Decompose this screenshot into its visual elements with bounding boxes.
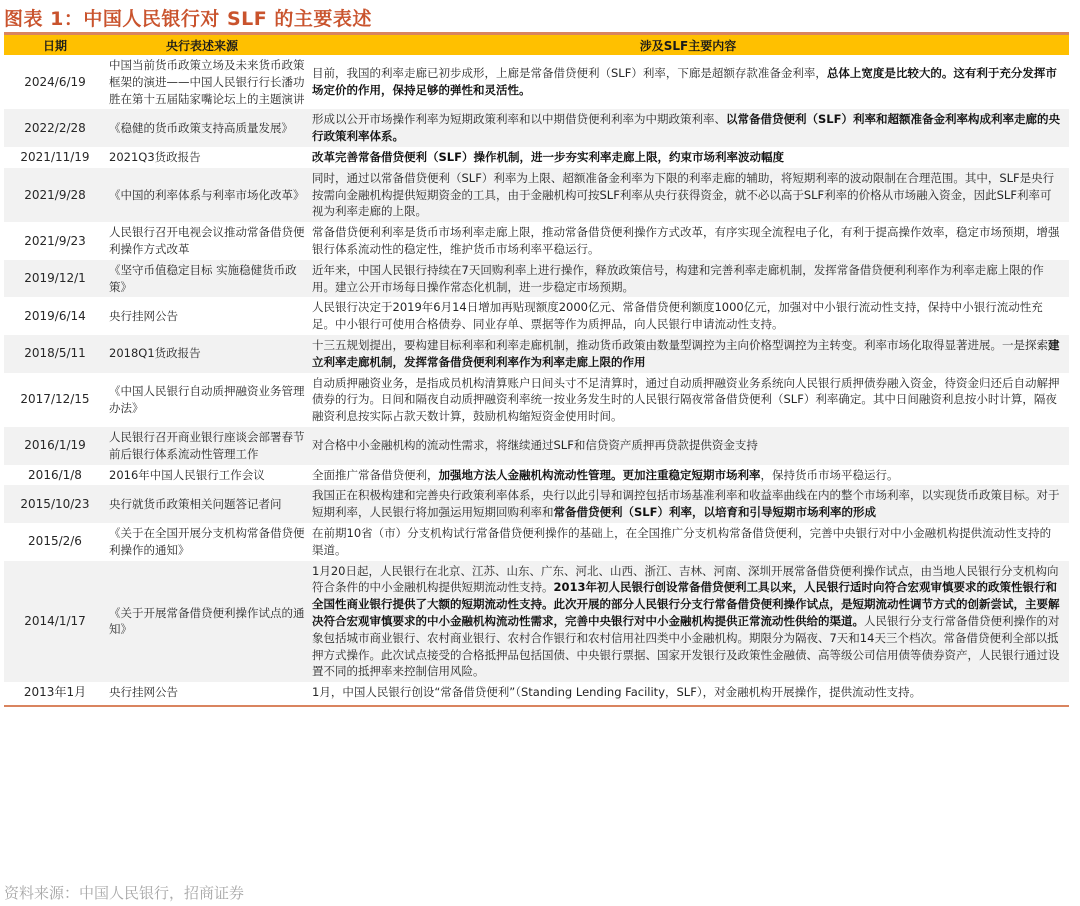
cell-content <box>307 222 1069 260</box>
cell-date: 2019/6/14 <box>4 297 106 335</box>
cell-source: 《关于在全国开展分支机构常备借贷便利操作的通知》 <box>106 523 307 561</box>
table-body <box>4 55 1069 703</box>
content-text: 十三五规划提出，要构建目标利率和利率走廊机制，推动货币政策由数量型调控为主向价格型调控为主转变。利率市场化取得显著进展。一是探索 <box>312 337 1048 352</box>
cell-source: 《坚守币值稳定目标 实施稳健货币政策》 <box>106 260 307 298</box>
table-header-row <box>4 35 1069 55</box>
cell-date: 2016/1/19 <box>4 427 106 465</box>
cell-source: 人民银行召开商业银行座谈会部署春节前后银行体系流动性管理工作 <box>106 427 307 465</box>
cell-date: 2024/6/19 <box>4 55 106 109</box>
cell-source: 2018Q1货政报告 <box>106 335 307 373</box>
cell-content <box>307 335 1069 373</box>
table-row <box>4 427 1069 465</box>
cell-content <box>307 682 1069 703</box>
cell-date: 2013年1月 <box>4 682 106 703</box>
source-note: 资料来源：中国人民银行，招商证券 <box>4 884 245 902</box>
table-row <box>4 55 1069 109</box>
cell-content <box>307 561 1069 683</box>
content-text: 在前期10省（市）分支机构试行常备借贷便利操作的基础上，在全国推广分支机构常备借贷便利，完善中央银行对中小金融机构提供流动性支持的渠道。 <box>312 525 1052 557</box>
cell-source: 《中国的利率体系与利率市场化改革》 <box>106 168 307 222</box>
cell-source: 央行就货币政策相关问题答记者问 <box>106 485 307 523</box>
column-header-content: 涉及SLF主要内容 <box>307 35 1069 55</box>
cell-content <box>307 260 1069 298</box>
cell-source: 中国当前货币政策立场及未来货币政策框架的演进——中国人民银行行长潘功胜在第十五届陆家嘴论坛上的主题演讲 <box>106 55 307 109</box>
cell-content <box>307 55 1069 109</box>
cell-date: 2014/1/17 <box>4 561 106 683</box>
content-text: 同时，通过以常备借贷便利（SLF）利率为上限、超额准备金利率为下限的利率走廊的辅助，将短期利率的波动限制在合理范围。其中，SLF是央行按需向金融机构提供短期资金的工具，由于金融机构可按SLF利率从央行获得资金，就不必以高于SLF利率的价格从市场融入资金，因此SLF利率可视为利率走廊的上限。 <box>312 170 1055 219</box>
cell-source: 《中国人民银行自动质押融资业务管理办法》 <box>106 373 307 427</box>
cell-content <box>307 523 1069 561</box>
content-text: 1月20日起，人民银行在北京、江苏、山东、广东、河北、山西、浙江、吉林、河南、深圳开展常备借贷便利操作试点，由当地人民银行分支机构向符合条件的中小金融机构提供短期流动性支持。 <box>312 563 1059 595</box>
content-emphasis: 2013年初人民银行创设常备借贷便利工具以来，人民银行适时向符合宏观审慎要求的政策性银行和全国性商业银行提供了大额的短期流动性支持。此次开展的部分人民银行分支行常备借贷便利操作试点，是短期流动性调节方式的创新尝试，主要解决符合宏观审慎要求的中小金融机构流动性需求，完善中央银行对中小金融机构提供正常流动性供给的渠道。 <box>312 580 1060 628</box>
table-row <box>4 168 1069 222</box>
content-text: 自动质押融资业务，是指成员机构清算账户日间头寸不足清算时，通过自动质押融资业务系统向人民银行质押债券融入资金，待资金归还后自动解押债券的行为。日间和隔夜自动质押融资利率统一按业务发生时的人民银行隔夜常备借贷便利（SLF）利率确定。其中日间融资利息按小时计算，隔夜融资利息按实际占款天数计算，鼓励机构缩短资金使用时间。 <box>312 375 1060 424</box>
content-text: 全面推广常备借贷便利， <box>312 467 439 482</box>
cell-source: 人民银行召开电视会议推动常备借贷便利操作方式改革 <box>106 222 307 260</box>
cell-date: 2015/2/6 <box>4 523 106 561</box>
content-emphasis: 建立利率走廊机制，发挥常备借贷便利利率作为利率走廊上限的作用 <box>312 337 1060 369</box>
cell-date: 2019/12/1 <box>4 260 106 298</box>
table-row <box>4 682 1069 703</box>
cell-content <box>307 465 1069 486</box>
table-row <box>4 335 1069 373</box>
column-header-date: 日期 <box>4 35 106 55</box>
table-row <box>4 109 1069 147</box>
cell-source: 《稳健的货币政策支持高质量发展》 <box>106 109 307 147</box>
cell-date: 2021/11/19 <box>4 147 106 168</box>
cell-date: 2017/12/15 <box>4 373 106 427</box>
table-row <box>4 222 1069 260</box>
cell-date: 2021/9/28 <box>4 168 106 222</box>
cell-date: 2018/5/11 <box>4 335 106 373</box>
content-text: 1月，中国人民银行创设“常备借贷便利”（Standing Lending Facility，SLF），对金融机构开展操作，提供流动性支持。 <box>312 685 922 700</box>
cell-content <box>307 168 1069 222</box>
figure-title: 图表 1：中国人民银行对 SLF 的主要表述 <box>4 8 372 30</box>
cell-content <box>307 109 1069 147</box>
table-row <box>4 485 1069 523</box>
cell-content <box>307 373 1069 427</box>
table-row <box>4 465 1069 486</box>
cell-source: 2016年中国人民银行工作会议 <box>106 465 307 486</box>
table-row <box>4 523 1069 561</box>
content-text: ，保持货币市场平稳运行。 <box>760 467 899 482</box>
table-bottom-divider <box>4 705 1069 707</box>
content-emphasis: 加强地方法人金融机构流动性管理。更加注重稳定短期市场利率 <box>438 467 761 482</box>
content-emphasis: 改革完善常备借贷便利（SLF）操作机制，进一步夯实利率走廊上限，约束市场利率波动幅度 <box>312 149 784 164</box>
cell-content <box>307 485 1069 523</box>
cell-date: 2022/2/28 <box>4 109 106 147</box>
column-header-source: 央行表述来源 <box>106 35 307 55</box>
cell-date: 2015/10/23 <box>4 485 106 523</box>
content-text: 对合格中小金融机构的流动性需求，将继续通过SLF和信贷资产质押再贷款提供资金支持 <box>312 438 758 453</box>
content-text: 人民银行分支行常备借贷便利操作的对象包括城市商业银行、农村商业银行、农村合作银行和农村信用社四类中小金融机构。期限分为隔夜、7天和14天三个档次。常备借贷便利全部以抵押方式操作。此次试点接受的合格抵押品包括国债、中央银行票据、国家开发银行及政策性金融债、高等级公司信用债等债券资产，人民银行通过设置不同的抵押率来控制信用风险。 <box>312 613 1060 679</box>
content-text: 近年来，中国人民银行持续在7天回购利率上进行操作，释放政策信号，构建和完善利率走廊机制，发挥常备借贷便利利率作为利率走廊上限的作用。建立公开市场每日操作常态化机制，进一步稳定市场预期。 <box>312 262 1044 294</box>
content-emphasis: 以常备借贷便利（SLF）利率和超额准备金利率构成利率走廊的央行政策利率体系。 <box>312 112 1060 144</box>
content-emphasis: 常备借贷便利（SLF）利率，以培育和引导短期市场利率的形成 <box>553 505 876 520</box>
cell-date: 2016/1/8 <box>4 465 106 486</box>
content-emphasis: 总体上宽度是比较大的。这有利于充分发挥市场定价的作用，保持足够的弹性和灵活性。 <box>312 66 1057 98</box>
table-row <box>4 561 1069 683</box>
cell-date: 2021/9/23 <box>4 222 106 260</box>
cell-source: 《关于开展常备借贷便利操作试点的通知》 <box>106 561 307 683</box>
cell-source: 2021Q3货政报告 <box>106 147 307 168</box>
content-text: 常备借贷便利利率是货币市场利率走廊上限，推动常备借贷便利操作方式改革，有序实现全流程电子化，有利于提高操作效率，稳定市场预期，增强银行体系流动性的稳定性，维护货币市场利率平稳运行。 <box>312 225 1060 256</box>
cell-content <box>307 147 1069 168</box>
content-text: 我国正在积极构建和完善央行政策利率体系，央行以此引导和调控包括市场基准利率和收益率曲线在内的整个市场利率，以实现货币政策目标。对于短期利率，人民银行将加强运用短期回购利率和 <box>312 488 1060 520</box>
table-row <box>4 260 1069 298</box>
cell-content <box>307 297 1069 335</box>
table-row <box>4 373 1069 427</box>
table-row <box>4 147 1069 168</box>
slf-statements-table <box>4 35 1069 703</box>
cell-source: 央行挂网公告 <box>106 297 307 335</box>
content-text: 人民银行决定于2019年6月14日增加再贴现额度2000亿元、常备借贷便利额度1000亿元，加强对中小银行流动性支持，保持中小银行流动性充足。中小银行可使用合格债券、同业存单、票据等作为质押品，向人民银行申请流动性支持。 <box>312 300 1043 332</box>
content-text: 目前，我国的利率走廊已初步成形，上廊是常备借贷便利（SLF）利率，下廊是超额存款准备金利率， <box>312 66 827 81</box>
table-row <box>4 297 1069 335</box>
cell-source: 央行挂网公告 <box>106 682 307 703</box>
content-text: 形成以公开市场操作利率为短期政策利率和以中期借贷便利利率为中期政策利率、 <box>312 112 726 127</box>
cell-content <box>307 427 1069 465</box>
